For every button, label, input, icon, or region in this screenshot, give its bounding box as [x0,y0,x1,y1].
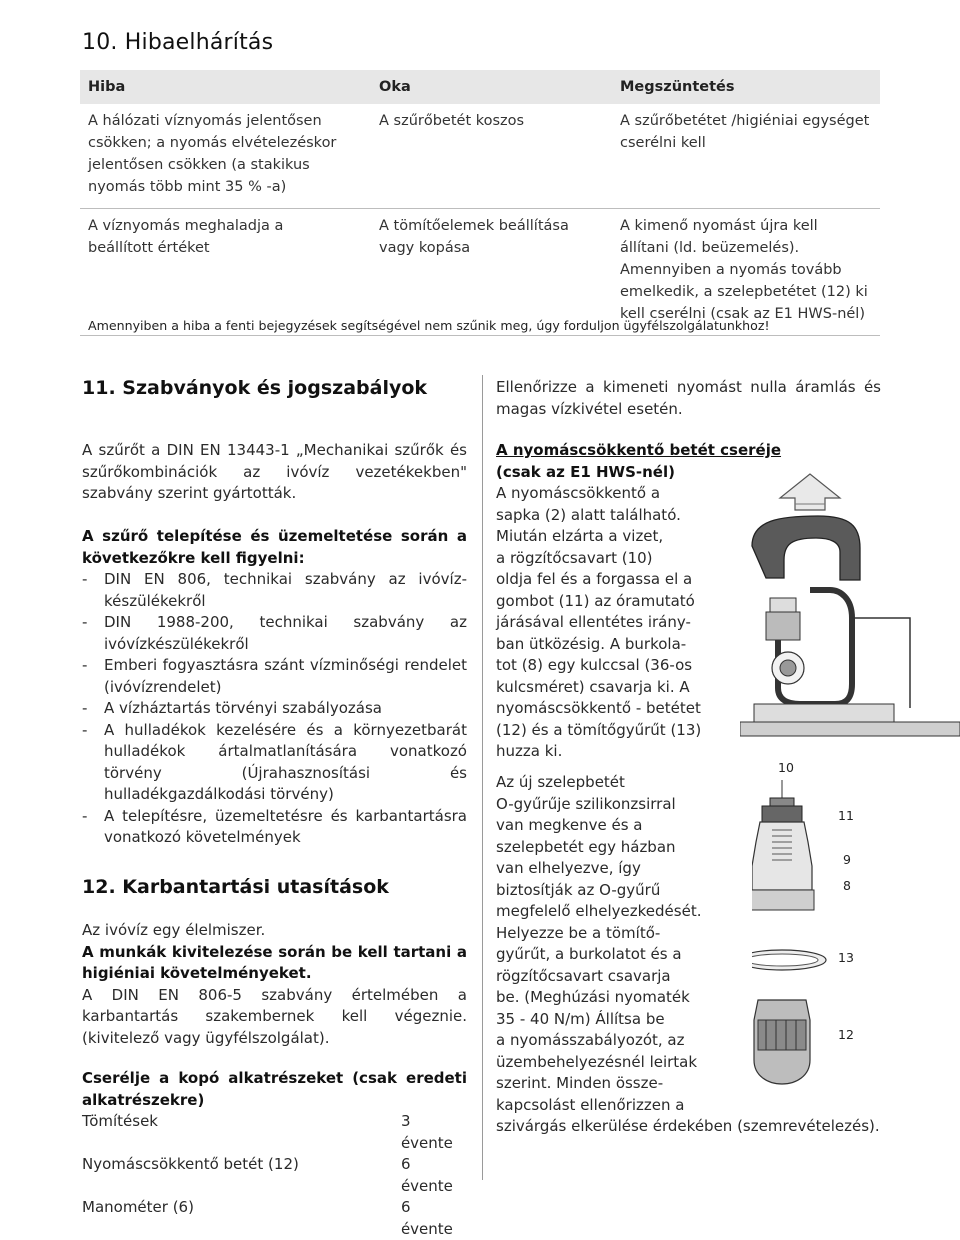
text-line: tot (8) egy kulccsal (36-os [496,656,693,674]
list-item: - Emberi fogyasztásra szánt vízminőségi rendelet (ivóvízrendelet) [82,655,467,698]
part-name: Nyomáscsökkentő betét (12) [82,1155,299,1173]
text-line: gyűrűt, a burkolatot és a [496,945,682,963]
text-line: megfelelő elhelyezkedését. [496,902,702,920]
section-12-body [82,920,467,1049]
text-line: szerint. Minden össze- [496,1074,664,1092]
text-line: a nyomásszabályozót, az [496,1031,685,1049]
text-line: kapcsolást ellenőrizzen a [496,1095,685,1114]
text-line: van megkenve és a [496,816,643,834]
section-12-hygiene: A munkák kivitelezése során be kell tartani a higiéniai követelményeket. [82,942,467,982]
arrow-up-icon [780,474,840,510]
section-12-heading: 12. Karbantartási utasítások [82,876,389,898]
part-interval: 6 évente [400,1198,453,1238]
parts-block [82,1068,467,1240]
cell-hiba: A hálózati víznyomás jelentősen csökken; a nyomás elvételezéskor jelentősen csökken (a stakikus nyomás több mint 35 % -a) [80,104,371,209]
standards-list [82,569,467,849]
column-header-hiba: Hiba [80,70,371,104]
text-line: oldja fel és a forgassa el a [496,570,693,588]
text-line: üzembehelyezésnél leirtak [496,1052,698,1071]
text-line: kulcsméret) csavarja ki. A [496,677,690,696]
table-note: Amennyiben a hiba a fenti bejegyzések segítségével nem szűnik meg, úgy forduljon ügyfélszolgálatunkhoz! [88,318,770,333]
column-header-megszuntetes: Megszüntetés [612,70,880,104]
replacement-heading-line2: (csak az E1 HWS-nél) [496,462,675,481]
table-row [80,209,880,336]
cell-oka: A szűrőbetét koszos [371,104,612,209]
text-line: huzza ki. [496,742,563,760]
replacement-heading [496,440,781,483]
text-line: nyomáscsökkentő - betétet [496,699,701,717]
column-divider [482,375,483,1180]
cell-oka: A tömítőelemek beállítása vagy kopása [371,209,612,336]
text-line: O-gyűrűje szilikonzsirral [496,794,676,813]
section-12-line3: A DIN EN 806-5 szabvány értelmében a karbantartás szakembernek kell végeznie. (kivitelező vagy ügyfélszolgálat). [82,985,467,1047]
troubleshooting-table [80,70,880,336]
parts-list [82,1111,467,1240]
text-line: sapka (2) alatt található. [496,505,681,524]
part-name: Manométer (6) [82,1198,194,1216]
text-line: van elhelyezve, így [496,859,641,877]
list-item [82,1154,467,1197]
replacement-heading-line1: A nyomáscsökkentő betét cseréje [496,441,782,459]
text-line: (12) és a tömítőgyűrűt (13) [496,720,702,739]
column-header-oka: Oka [371,70,612,104]
text-line: gombot (11) az óramutató [496,591,695,610]
cell-megszuntetes: A szűrőbetétet /higiéniai egységet cserélni kell [612,104,880,209]
list-item: - A telepítésre, üzemeltetésre és karbantartásra vonatkozó követelmények [82,806,467,849]
list-item: - DIN EN 806, technikai szabvány az ivóvíz-készülékekről [82,569,467,612]
part-label-9: 9 [843,852,851,867]
list-item: - DIN 1988-200, technikai szabvány az ivóvízkészülékekről [82,612,467,655]
section-11-heading: 11. Szabványok és jogszabályok [82,377,428,399]
cell-hiba: A víznyomás meghaladja a beállított értéket [80,209,371,336]
text-line: Miután elzárta a vizet, [496,527,664,545]
part-label-12: 12 [838,1027,854,1042]
table-row [80,104,880,209]
section-11-body [82,526,467,849]
text-line: be. (Meghúzási nyomaték [496,988,690,1006]
text-line: biztosítják az O-gyűrű [496,880,661,899]
text-line: Az új szelepbetét [496,773,625,791]
text-line: Helyezze be a tömítő- [496,923,661,942]
section-11-intro: A szűrőt a DIN EN 13443-1 „Mechanikai szűrők és szűrőkombinációk az ivóvíz vezetékekben" szabvány szerint gyártották. [82,441,467,502]
part-label-8: 8 [843,878,851,893]
text-line: szelepbetét egy házban [496,837,676,856]
part-interval: 3 évente [400,1112,453,1152]
text-line: szivárgás elkerülése érdekében (szemrevételezés). [496,1117,880,1135]
section-12-line1: Az ivóvíz egy élelmiszer. [82,921,266,939]
list-item: - A hulladékok kezelésére és a környezetbarát hulladékok ártalmatlanítására vonatkozó törvény (Újrahasznosítási és hulladékgazdálkodási törvény) [82,720,467,806]
section-11-subheading: A szűrő telepítése és üzemeltetése során a következőkre kell figyelni: [82,527,467,567]
list-item [82,1197,467,1240]
list-item: - A vízháztartás törvényi szabályozása [82,698,467,720]
part-label-13: 13 [838,950,854,965]
replacement-steps [496,483,756,763]
list-item [82,1111,467,1154]
cap-removal-illustration [740,468,960,758]
part-name: Tömítések [82,1112,158,1130]
table-header-row [80,70,880,104]
text-line: a rögzítőcsavart (10) [496,548,653,567]
text-line: rögzítőcsavart csavarja [496,966,671,985]
check-pressure-text: Ellenőrizze a kimeneti nyomást nulla áramlás és magas vízkivétel esetén. [496,378,881,418]
text-line: 35 - 40 N/m) Állítsa be [496,1009,665,1028]
parts-heading: Cserélje a kopó alkatrészeket (csak eredeti alkatrészekre) [82,1069,467,1109]
part-label-10: 10 [778,760,794,775]
text-line: ban ütközésig. A burkola- [496,634,687,653]
part-interval: 6 évente [400,1155,453,1195]
cell-megszuntetes: A kimenő nyomást újra kell állítani (ld. beüzemelés). Amennyiben a nyomás tovább emelkedik, a szelepbetétet (12) ki kell cserélni (csak az E1 HWS-nél) [612,209,880,336]
valve-insert-illustration [752,770,872,1120]
page-title: 10. Hibaelhárítás [82,30,274,55]
text-line: A nyomáscsökkentő a [496,484,661,502]
part-label-11: 11 [838,808,854,823]
text-line: járásával ellentétes irány- [496,613,691,631]
